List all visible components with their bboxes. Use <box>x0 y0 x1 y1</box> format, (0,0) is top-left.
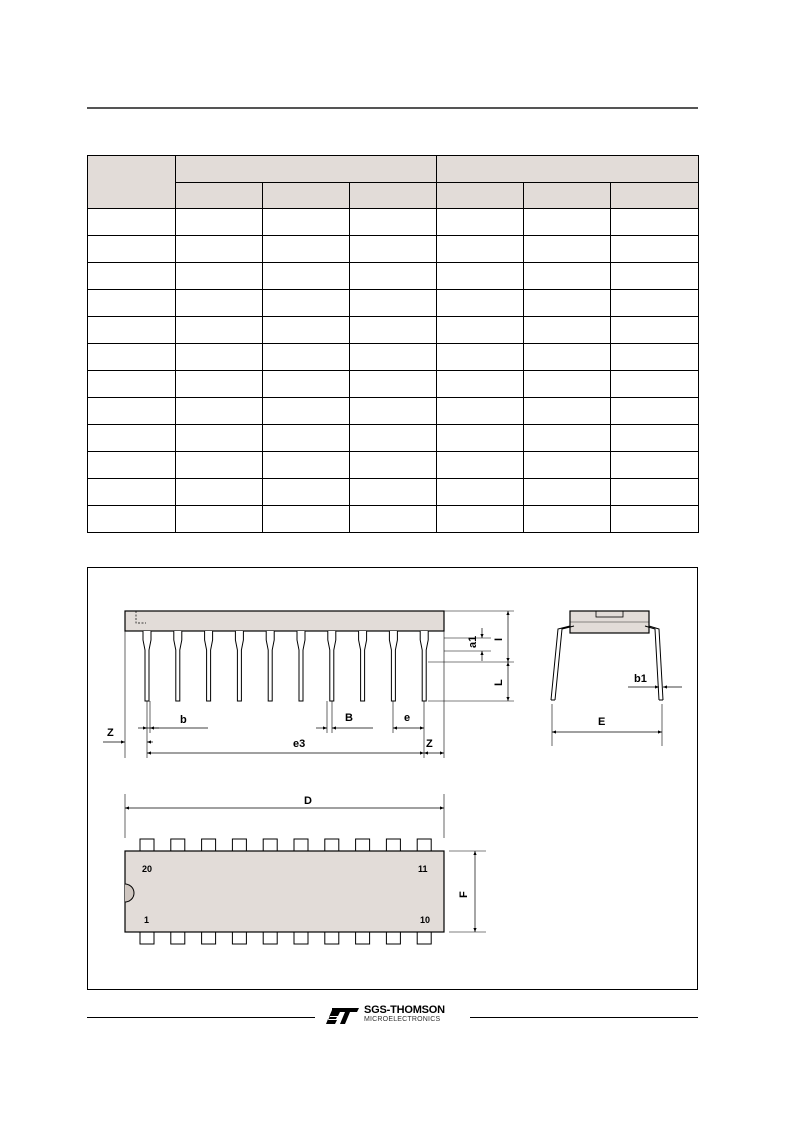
label-B: B <box>345 712 353 724</box>
top-pin <box>386 839 400 851</box>
table-cell <box>263 209 350 236</box>
table-cell <box>263 506 350 533</box>
table-cell <box>176 344 263 371</box>
side-lead <box>420 631 428 701</box>
table-cell <box>350 371 437 398</box>
table-cell <box>350 209 437 236</box>
table-cell <box>611 263 699 290</box>
top-pin <box>263 932 277 944</box>
table-cell <box>176 371 263 398</box>
header-mm-cell <box>176 156 437 183</box>
label-E: E <box>598 716 606 728</box>
label-a1: a1 <box>467 635 479 648</box>
table-cell <box>437 236 524 263</box>
table-cell <box>263 479 350 506</box>
table-cell <box>88 344 176 371</box>
table-cell <box>88 371 176 398</box>
top-pin <box>356 932 370 944</box>
table-row <box>88 209 699 236</box>
table-cell <box>524 263 611 290</box>
side-lead <box>143 631 151 701</box>
top-pin <box>417 839 431 851</box>
table-cell <box>88 209 176 236</box>
side-lead <box>328 631 336 701</box>
footer-rule-right <box>470 1017 698 1018</box>
top-pin <box>325 839 339 851</box>
footer-rule-left <box>87 1017 315 1018</box>
table-row <box>88 290 699 317</box>
side-lead <box>389 631 397 701</box>
table-cell <box>88 290 176 317</box>
header-dimension-cell <box>88 156 176 209</box>
table-cell <box>437 398 524 425</box>
side-lead <box>174 631 182 701</box>
top-pin <box>294 839 308 851</box>
table-cell <box>524 479 611 506</box>
pin-label-1: 1 <box>144 915 150 925</box>
label-D: D <box>304 795 312 807</box>
subheader-cell <box>263 183 350 209</box>
table-cell <box>176 506 263 533</box>
table-cell <box>263 452 350 479</box>
label-e: e <box>404 712 411 724</box>
table-cell <box>263 371 350 398</box>
label-b: b <box>180 714 187 726</box>
top-pin <box>140 932 154 944</box>
table-row <box>88 398 699 425</box>
top-pin <box>417 932 431 944</box>
table-cell <box>350 317 437 344</box>
top-pin <box>294 932 308 944</box>
subheader-cell <box>350 183 437 209</box>
top-body <box>125 851 444 932</box>
table-row <box>88 236 699 263</box>
table-cell <box>350 263 437 290</box>
table-cell <box>263 263 350 290</box>
label-e3: e3 <box>293 738 306 750</box>
table-row <box>88 506 699 533</box>
table-row <box>88 317 699 344</box>
header-rule <box>87 107 698 109</box>
table-cell <box>611 317 699 344</box>
table-cell <box>176 425 263 452</box>
table-cell <box>437 452 524 479</box>
table-cell <box>524 452 611 479</box>
side-body <box>125 611 444 631</box>
table-cell <box>437 371 524 398</box>
top-pin <box>263 839 277 851</box>
table-cell <box>176 290 263 317</box>
header-inch-cell <box>437 156 699 183</box>
table-cell <box>350 344 437 371</box>
table-cell <box>437 506 524 533</box>
table-cell <box>350 290 437 317</box>
label-I: I <box>493 637 505 641</box>
table-cell <box>524 371 611 398</box>
table-cell <box>350 236 437 263</box>
side-view <box>103 611 514 758</box>
table-cell <box>176 263 263 290</box>
side-pins <box>143 631 428 701</box>
table-cell <box>176 209 263 236</box>
table-cell <box>88 398 176 425</box>
package-drawing <box>88 568 697 989</box>
pin-label-11: 11 <box>418 864 428 874</box>
top-pin <box>325 932 339 944</box>
top-pin <box>202 839 216 851</box>
table-cell <box>437 317 524 344</box>
table-cell <box>176 236 263 263</box>
table-row <box>88 344 699 371</box>
subheader-cell <box>524 183 611 209</box>
subheader-cell <box>611 183 699 209</box>
top-view <box>125 794 486 944</box>
subheader-cell <box>437 183 524 209</box>
footer-sub: MICROELECTRONICS <box>364 1016 441 1023</box>
side-lead <box>359 631 367 701</box>
table-cell <box>524 236 611 263</box>
pin-label-10: 10 <box>420 915 431 925</box>
table-cell <box>611 236 699 263</box>
table-cell <box>88 479 176 506</box>
table-cell <box>437 209 524 236</box>
dimensions-table <box>87 155 699 533</box>
table-cell <box>524 425 611 452</box>
table-cell <box>350 425 437 452</box>
table-cell <box>176 452 263 479</box>
package-drawing-frame <box>87 567 698 990</box>
table-cell <box>611 479 699 506</box>
table-cell <box>176 479 263 506</box>
table-cell <box>611 452 699 479</box>
top-pin <box>202 932 216 944</box>
table-cell <box>524 209 611 236</box>
pin-label-20: 20 <box>142 864 153 874</box>
table-cell <box>524 317 611 344</box>
table-cell <box>350 479 437 506</box>
table-cell <box>611 425 699 452</box>
table-cell <box>524 398 611 425</box>
table-cell <box>437 263 524 290</box>
st-logo-icon <box>326 1006 360 1026</box>
top-pin <box>171 932 185 944</box>
table-cell <box>263 344 350 371</box>
table-cell <box>437 290 524 317</box>
table-cell <box>611 371 699 398</box>
table-cell <box>524 290 611 317</box>
table-cell <box>88 317 176 344</box>
table-subheader-row <box>88 183 699 209</box>
table-row <box>88 371 699 398</box>
end-view <box>551 611 682 746</box>
footer-brand: SGS-THOMSON <box>364 1004 445 1016</box>
table-cell <box>88 263 176 290</box>
table-cell <box>437 425 524 452</box>
table-cell <box>350 452 437 479</box>
top-pin <box>356 839 370 851</box>
table-cell <box>263 398 350 425</box>
table-cell <box>263 236 350 263</box>
table-cell <box>88 236 176 263</box>
table-cell <box>611 209 699 236</box>
footer-logo <box>326 1004 466 1028</box>
top-pin <box>171 839 185 851</box>
side-lead <box>297 631 305 701</box>
top-pin <box>386 932 400 944</box>
table-cell <box>437 479 524 506</box>
table-cell <box>176 317 263 344</box>
label-L: L <box>493 679 505 686</box>
top-pin <box>232 839 246 851</box>
label-b1: b1 <box>634 673 647 685</box>
table-cell <box>263 290 350 317</box>
side-lead <box>266 631 274 701</box>
table-cell <box>350 398 437 425</box>
table-cell <box>263 317 350 344</box>
table-cell <box>524 344 611 371</box>
side-lead <box>205 631 213 701</box>
table-cell <box>611 398 699 425</box>
table-body <box>88 209 699 533</box>
table-cell <box>611 506 699 533</box>
table-cell <box>176 398 263 425</box>
label-z-right: Z <box>426 738 433 750</box>
table-cell <box>611 290 699 317</box>
side-lead <box>235 631 243 701</box>
table-cell <box>350 506 437 533</box>
table-header-row <box>88 156 699 183</box>
label-z-left: Z <box>107 727 114 739</box>
table-cell <box>88 452 176 479</box>
table-cell <box>437 344 524 371</box>
table-cell <box>263 425 350 452</box>
table-cell <box>88 506 176 533</box>
table-cell <box>611 344 699 371</box>
table-cell <box>524 506 611 533</box>
table-row <box>88 452 699 479</box>
table-row <box>88 425 699 452</box>
top-pin <box>140 839 154 851</box>
subheader-cell <box>176 183 263 209</box>
table-cell <box>88 425 176 452</box>
top-pin <box>232 932 246 944</box>
label-F: F <box>458 891 470 898</box>
table-row <box>88 263 699 290</box>
table-row <box>88 479 699 506</box>
